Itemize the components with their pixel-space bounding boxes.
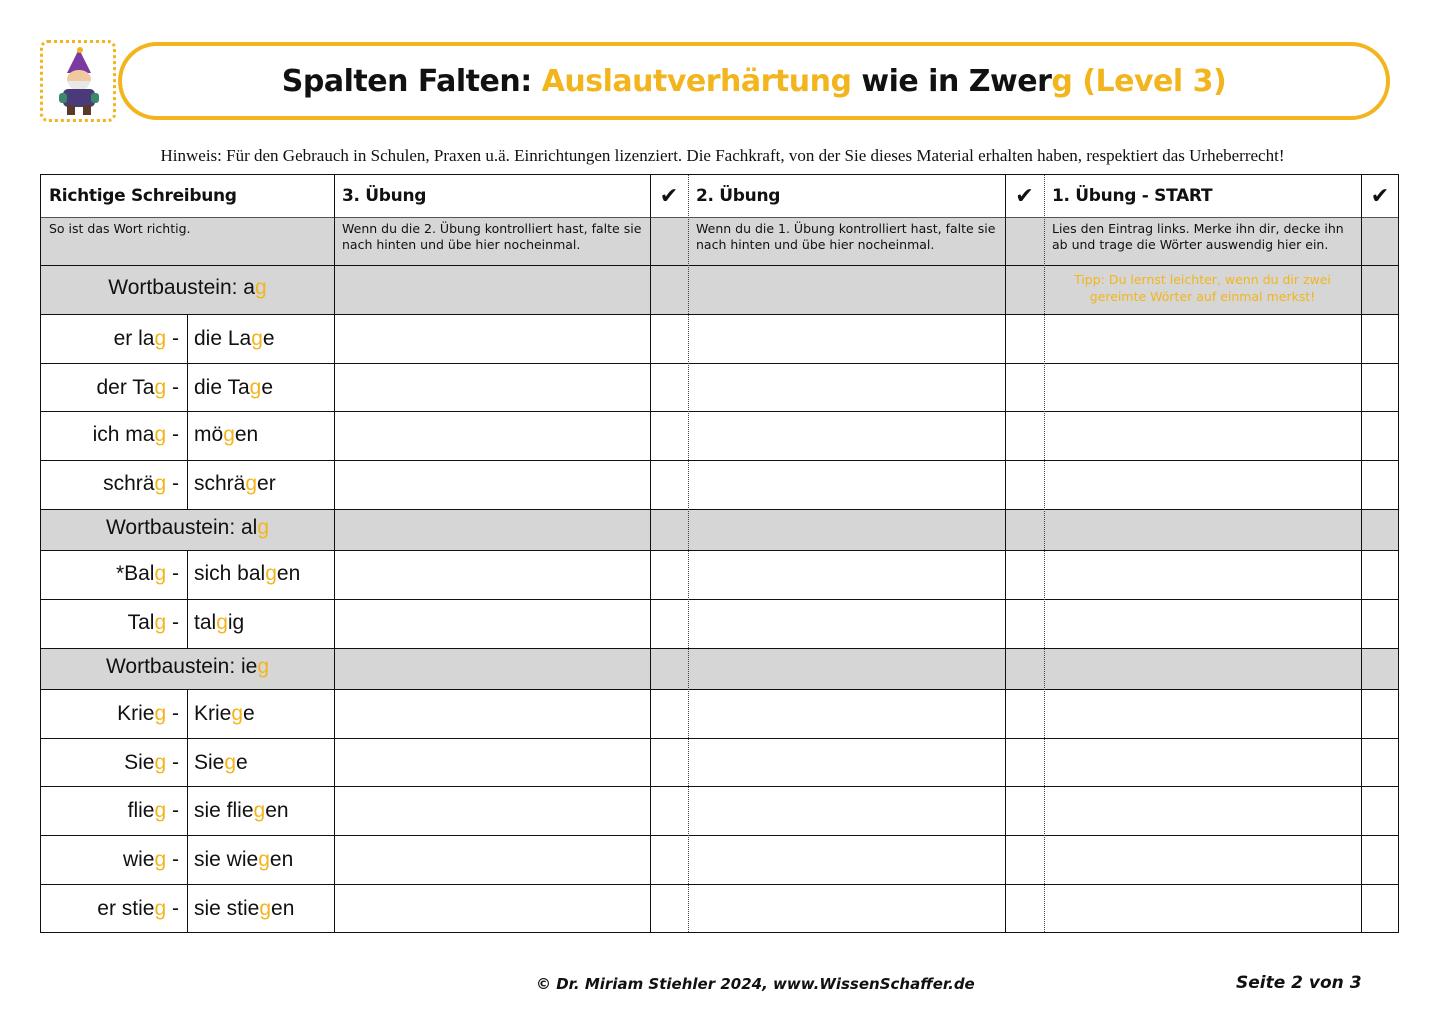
section-label: Wortbaustein: ieg [105, 655, 270, 678]
check-mark-icon: ✔ [659, 183, 679, 209]
check-mark-icon: ✔ [1370, 183, 1390, 209]
instruction-exercise-2: Wenn du die 1. Übung kontrolliert hast, falte sie nach hinten und übe hier nocheinmal. [696, 221, 996, 252]
word-plural: Kriege [194, 702, 255, 725]
title-part-1: Spalten Falten: [281, 63, 542, 99]
tip-text: Tipp: Du lernst leichter, wenn du dir zwei gereimte Wörter auf einmal merkst! [1074, 272, 1331, 304]
check-mark-icon: ✔ [1015, 183, 1034, 209]
column-header-exercise-3: 3. Übung [342, 186, 427, 206]
word-plural: schräger [194, 472, 276, 495]
column-header-exercise-1: 1. Übung - START [1052, 186, 1213, 206]
worksheet-table [40, 174, 1399, 933]
footer-page-number: Seite 2 von 3 [1236, 973, 1362, 993]
instruction-exercise-1: Lies den Eintrag links. Merke ihn dir, decke ihn ab und trage die Wörter auswendig hier ein. [1052, 221, 1344, 252]
word-plural: sie wiegen [194, 848, 294, 871]
page-title [282, 64, 1226, 99]
section-label: Wortbaustein: alg [105, 516, 270, 539]
word-singular: Sieg - [124, 751, 179, 774]
license-notice: Hinweis: Für den Gebrauch in Schulen, Praxen u.ä. Einrichtungen lizenziert. Die Fachkraft, von der Sie dieses Material erhalten haben, respektiert das Urheberrecht! [160, 146, 1285, 165]
instruction-correct: So ist das Wort richtig. [49, 221, 191, 236]
word-singular: er lag - [113, 327, 179, 350]
word-singular: ich mag - [92, 423, 179, 446]
word-plural: talgig [194, 611, 245, 634]
word-plural: mögen [194, 423, 259, 446]
footer-copyright: © Dr. Miriam Stiehler 2024, www.WissenSchaffer.de [536, 975, 975, 993]
word-singular: flieg - [127, 799, 179, 822]
dwarf-logo-icon [40, 40, 116, 122]
section-label: Wortbaustein: ag [108, 276, 267, 299]
word-singular: Krieg - [117, 702, 179, 725]
word-singular: er stieg - [97, 897, 179, 920]
word-singular: schräg - [103, 472, 179, 495]
column-header-exercise-2: 2. Übung [696, 186, 781, 206]
title-part-3: wie in Zwer [851, 63, 1052, 99]
instruction-exercise-3: Wenn du die 2. Übung kontrolliert hast, falte sie nach hinten und übe hier nocheinmal. [342, 221, 642, 252]
title-part-2: Auslautverhärtung [541, 63, 852, 99]
word-singular: *Balg - [115, 562, 179, 585]
word-singular: wieg - [122, 848, 179, 871]
column-header-correct: Richtige Schreibung [49, 186, 237, 206]
word-plural: sich balgen [194, 562, 301, 585]
word-singular: Talg - [127, 611, 179, 634]
word-singular: der Tag - [96, 376, 179, 399]
title-part-4: g [1051, 63, 1073, 99]
word-plural: die Lage [194, 327, 275, 350]
word-plural: sie stiegen [194, 897, 295, 920]
title-part-5: (Level 3) [1072, 63, 1227, 99]
title-banner [118, 42, 1390, 120]
word-plural: die Tage [194, 376, 274, 399]
word-plural: Siege [194, 751, 248, 774]
word-plural: sie fliegen [194, 799, 289, 822]
